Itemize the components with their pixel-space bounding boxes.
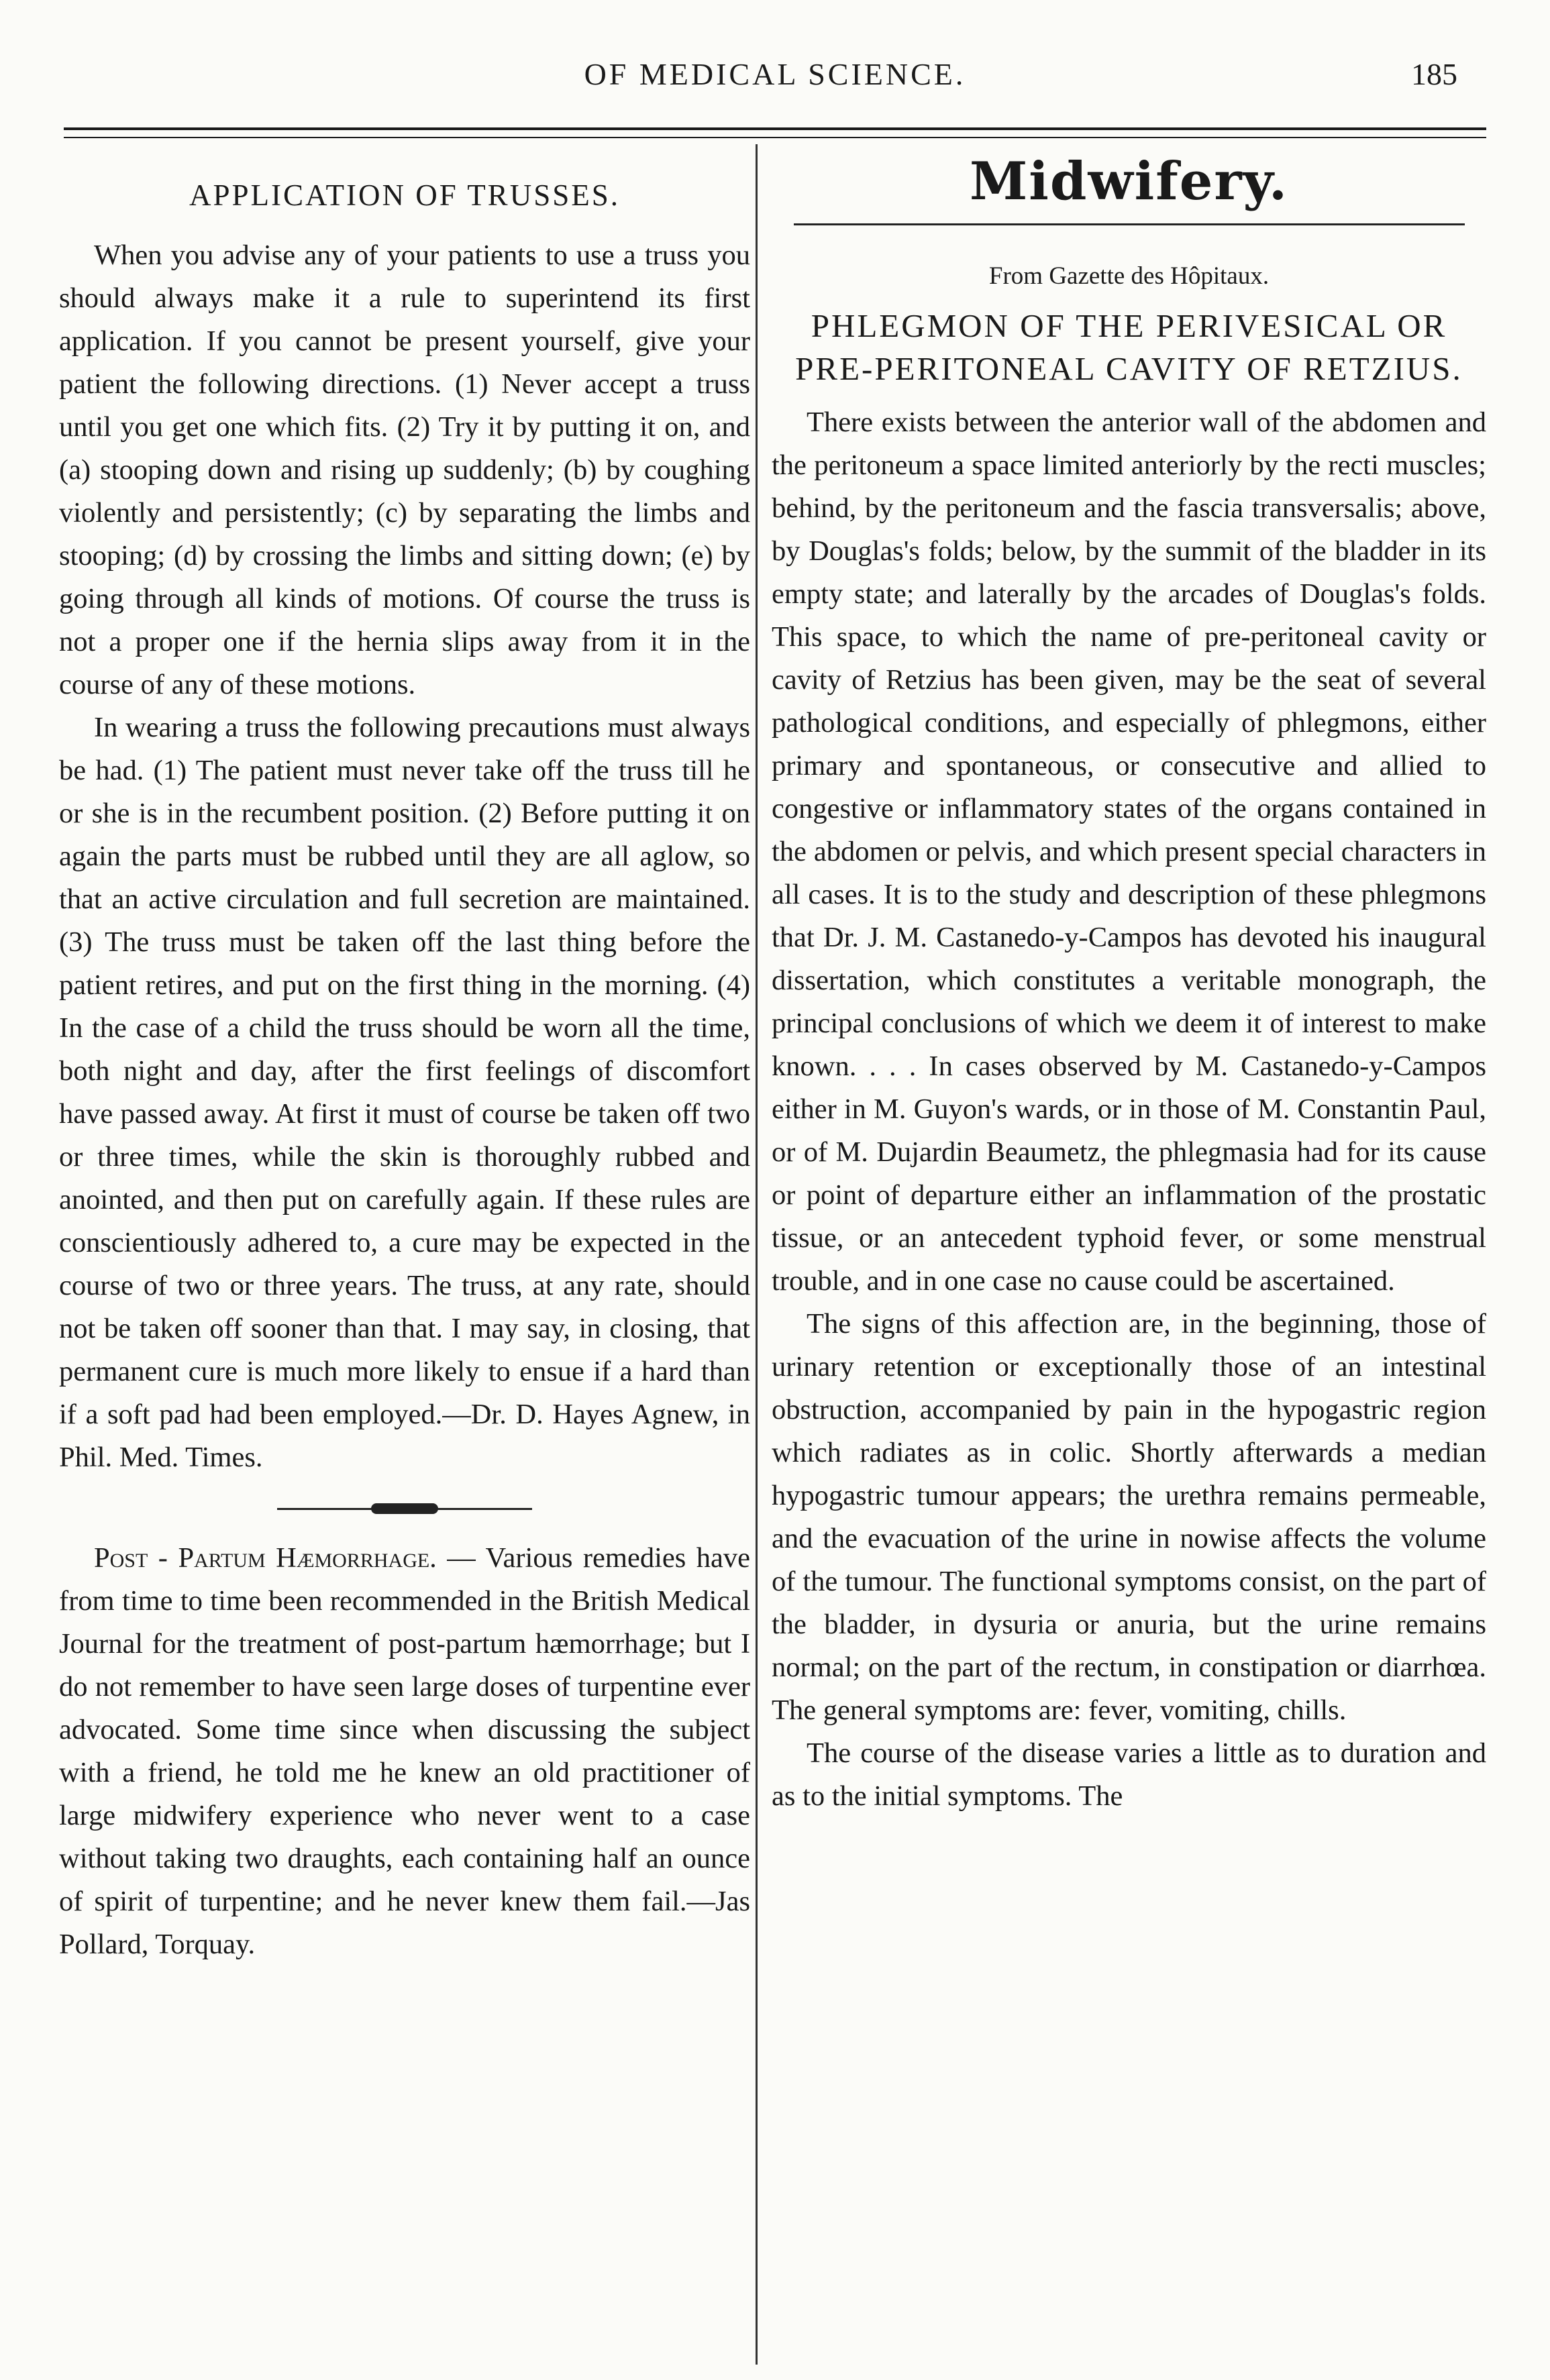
trusses-paragraph-1: When you advise any of your patients to use a truss you should always make it a rule to superintend its first application. If you cannot be present yourself, give your patient the following directions. (1) Never accept a truss until you get one which fits. (2) Try it by putting it on, and (a) stooping down and rising up suddenly; (b) by coughing violently and persistently; (c) by separating the limbs and stooping; (d) by crossing the limbs and sitting down; (e) by going through all kinds of motions. Of course the truss is not a proper one if the hernia slips away from it in the course of any of these motions. [59,239,750,700]
section-rule [794,223,1465,225]
article-title-phlegmon: PHLEGMON OF THE PERIVESICAL OR PRE-PERITONEAL CAVITY OF RETZIUS. [795,307,1463,387]
phlegmon-paragraph-1: There exists between the anterior wall of the abdomen and the peritoneum a space limited anteriorly by the recti muscles; behind, by the peritoneum and the fascia transversalis; above, by Douglas's folds; below, by the summit of the bladder in its empty state; and laterally by the arcades of Douglas's folds. This space, to which the name of pre-peritoneal cavity or cavity of Retzius has been given, may be the seat of several pathological conditions, and especially of phlegmons, either primary and spontaneous, or consecutive and allied to congestive or inflammatory states of the organs contained in the abdomen or pelvis, and which present special characters in all cases. It is to the study and description of these phlegmons that Dr. J. M. Castanedo-y-Campos has devoted his inaugural dissertation, which constitutes a veritable monograph, the principal conclusions of which we deem it of interest to make known. . . . In cases observed by M. Castanedo-y-Campos either in M. Guyon's wards, or in those of M. Constantin Paul, or of M. Dujardin Beaumetz, the phlegmasia had for its cause or point of departure either an inflammation of the prostatic tissue, or an antecedent typhoid fever, or some menstrual trouble, and in one case no cause could be ascertained. [772,407,1486,1297]
source-line: From Gazette des Hôpitaux. [988,262,1270,290]
phlegmon-paragraph-3: The course of the disease varies a little as to duration and as to the initial symptoms. The [772,1737,1486,1812]
column-divider [756,144,758,2365]
haemorrhage-title: Post - Partum Hæmorrhage. [94,1542,437,1574]
left-column [59,144,750,2365]
haemorrhage-text: — Various remedies have from time to time been recommended in the British Medical Journal for the treatment of post-partum hæmorrhage; but I do not remember to have seen large doses of turpentine ever advocated. Some time since when discussing the subject with a friend, he told me he knew an old practitioner of large midwifery experience who never went to a case without taking two draughts, each containing half an ounce of spirit of turpentine; and he never knew them fail.—Jas Pollard, Torquay. [59,1542,750,1960]
article-title-trusses: APPLICATION OF TRUSSES. [189,178,621,212]
running-head [0,52,1550,113]
running-head-title: OF MEDICAL SCIENCE. [584,57,966,91]
header-double-rule [64,127,1486,138]
page-number: 185 [1411,57,1457,91]
phlegmon-paragraph-2: The signs of this affection are, in the beginning, those of urinary retention or exceptionally those of an intestinal obstruction, accompanied by pain in the hypogastric region which radiates as in colic. Shortly afterwards a median hypogastric tumour appears; the urethra remains permeable, and the evacuation of the urine in nowise affects the volume of the tumour. The functional symptoms consist, on the part of the bladder, in dysuria or anuria, but the urine remains normal; on the part of the rectum, in constipation or diarrhœa. The general symptoms are: fever, vomiting, chills. [772,1308,1486,1726]
section-ornament [277,1503,532,1514]
trusses-paragraph-2: In wearing a truss the following precautions must always be had. (1) The patient must never take off the truss till he or she is in the recumbent position. (2) Before putting it on again the parts must be rubbed until they are all aglow, so that an active circulation and full secretion are maintained. (3) The truss must be taken off the last thing before the patient retires, and put on the first thing in the morning. (4) In the case of a child the truss should be worn all the time, both night and day, after the first feelings of discomfort have passed away. At first it must of course be taken off two or three times, while the skin is thoroughly rubbed and anointed, and then put on carefully again. If these rules are conscientiously adhered to, a cure may be expected in the course of two or three years. The truss, at any rate, should not be taken off sooner than that. I may say, in closing, that permanent cure is much more likely to ensue if a hard than if a soft pad had been employed.—Dr. D. Hayes Agnew, in Phil. Med. Times. [59,712,750,1473]
section-title-midwifery: Midwifery. [969,151,1289,212]
right-column [772,144,1486,2365]
ornament-center [371,1503,438,1514]
haemorrhage-paragraph [59,1537,750,1966]
